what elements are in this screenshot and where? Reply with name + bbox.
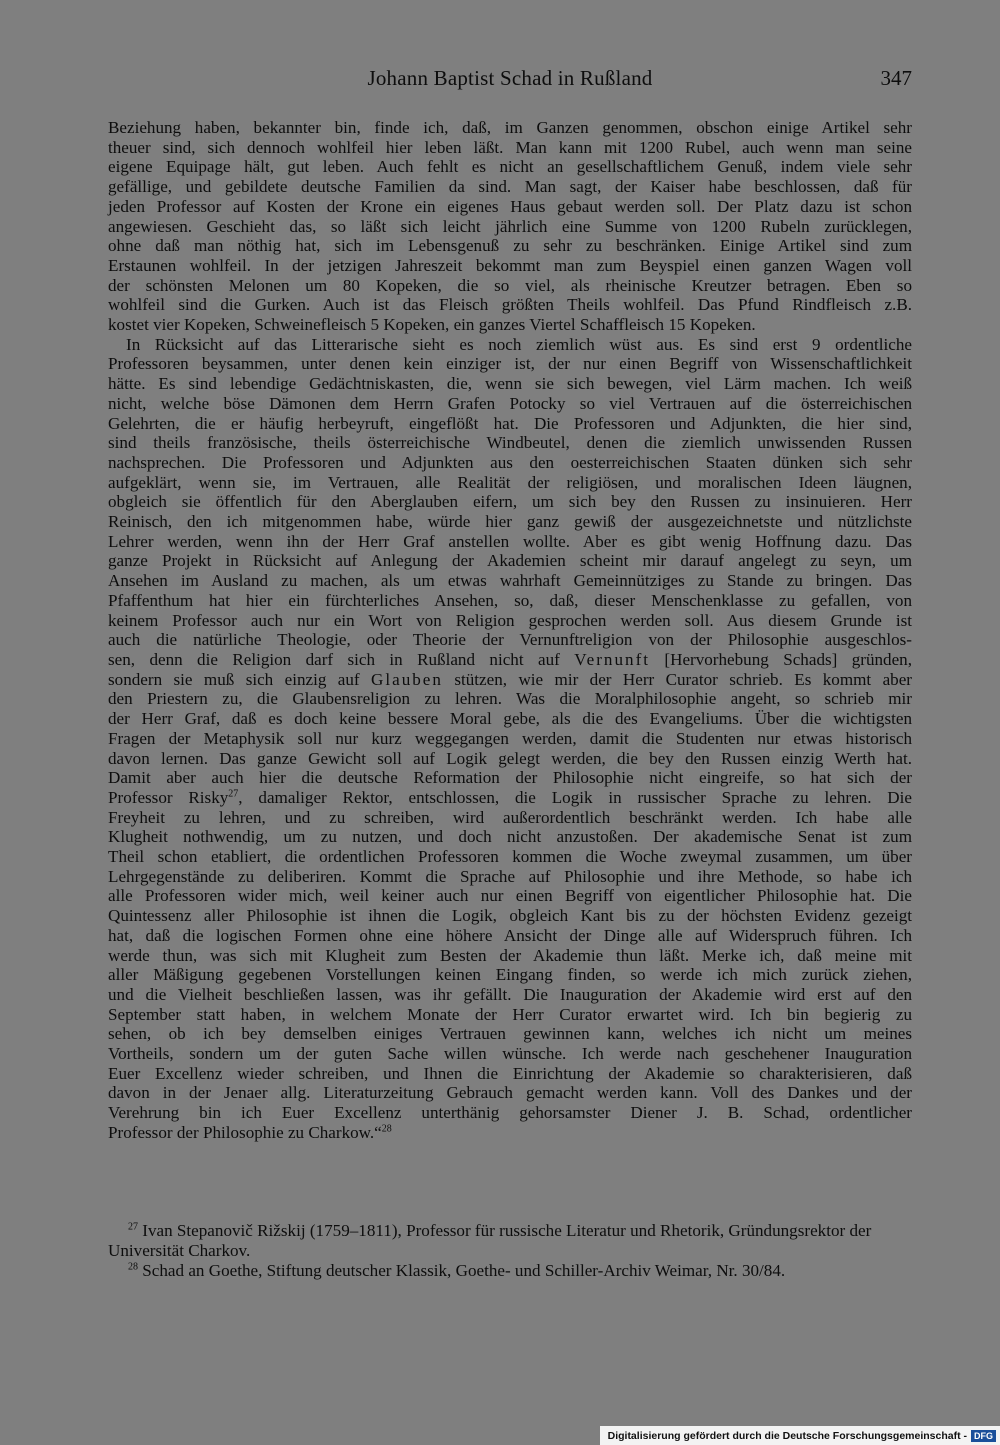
text-line: eigene Equipage hält, gut leben. Auch fehlt es nicht an gesellschaftlichem Genuß, indem viele sehr (108, 157, 912, 177)
text-line: Erstaunen wohlfeil. In der jetzigen Jahreszeit bekommt man zum Beyspiel einen ganzen Wagen voll (108, 255, 912, 275)
text-line: ohne daß man nöthig hat, sich im Lebensgenuß zu sehr zu beschränken. Einige Artikel sind zum (108, 236, 912, 256)
text-line: Lehrgegenstände zu deliberiren. Kommt die Sprache auf Philosophie und ihre Methode, so habe ich (108, 866, 912, 886)
text-line: Ansehen im Ausland zu machen, als um etwas wahrhaft Gemeinnütziges zu Stande zu bringen. Das (108, 571, 912, 591)
text-line: In Rücksicht auf das Litterarische sieht es noch ziemlich wüst aus. Es sind erst 9 ordentliche (126, 334, 912, 354)
footnote-number: 27 (128, 1221, 138, 1233)
text-segment: sen, denn die Religion darf sich in Rußland nicht auf (108, 649, 575, 669)
text-line: ganze Projekt in Rücksicht auf Anlegung der Akademien scheint mir darauf angelegt zu seyn, um (108, 551, 912, 571)
text-line: Damit aber auch hier die deutsche Reformation der Philosophie nicht eingreife, so hat sich der (108, 768, 912, 788)
text-line: Reinisch, den ich mitgenommen habe, würde hier ganz gewiß der ausgezeichnetste und nützlichste (108, 512, 912, 532)
footnote-ref-27[interactable]: 27 (228, 788, 239, 800)
text-line: Theil schon etabliert, die ordentlichen Professoren kommen die Woche zweymal zusammen, um über (108, 847, 912, 867)
text-line: Beziehung haben, bekannter bin, finde ich, daß, im Ganzen genommen, obschon einige Artikel sehr (108, 118, 912, 137)
dfg-logo-icon: DFG (971, 1430, 996, 1442)
footnote-27 (108, 1221, 912, 1261)
text-line: Euer Excellenz wieder schreiben, und Ihnen die Einrichtung der Akademie so charakterisieren, daß (108, 1063, 912, 1083)
digitization-credit-bar (600, 1426, 1000, 1445)
text-line: hätte. Es sind lebendige Gedächtniskasten, die, wenn sie sich bewegen, viel Lärm machen. Ich weiß (108, 374, 912, 394)
text-line: hat, daß die logischen Formen ohne eine höhere Ansicht der Dinge alle auf Widerspruch führen. Ich (108, 925, 912, 945)
text-line: sehen, ob ich bey demselben einiges Vertrauen gewinnen kann, welches ich nicht um meines (108, 1024, 912, 1044)
text-line: sind theils französische, theils österreichische Windbeutel, denen die ziemlich unwissenden Russen (108, 433, 912, 453)
emphasized-word: Vernunft (574, 649, 651, 669)
text-line: nicht, welche böse Dämonen dem Herrn Grafen Potocky so viel Vertrauen auf die österreichischen (108, 393, 912, 413)
paragraph-2 (108, 335, 912, 1143)
footnote-28 (108, 1261, 912, 1281)
text-segment: Professor der Philosophie zu Charkow.“ (108, 1122, 382, 1142)
text-line: Pfaffenthum hat hier ein fürchterliches Ansehen, so, daß, dieser Menschenklasse zu gefallen, von (108, 590, 912, 610)
text-line: September statt haben, in welchem Monate der Herr Curator erwartet wird. Ich bin begierig zu (108, 1004, 912, 1024)
text-line (108, 650, 912, 670)
body-text (108, 118, 912, 1143)
text-line: den Priestern zu, die Glaubensreligion zu lehren. Was die Moralphilosophie angeht, so schrieb mir (108, 689, 912, 709)
text-line: wohlfeil sind die Gurken. Auch ist das Fleisch größten Theils wohlfeil. Das Pfund Rindfleisch z.B. (108, 295, 912, 315)
text-line: der schönsten Melonen um 80 Kopeken, die so viel, als rheinische Kreutzer betragen. Eben so (108, 275, 912, 295)
text-line: Professoren beysammen, unter denen kein einziger ist, der nur einen Begriff von Wissenschaftlichkeit (108, 354, 912, 374)
text-line: Freyheit zu lehren, und zu schreiben, wird außerordentlich beschränkt werden. Ich habe alle (108, 807, 912, 827)
text-segment: sondern sie muß sich einzig auf (108, 669, 372, 689)
text-line: keinem Professor auch nur ein Wort von Religion gesprochen werden soll. Aus diesem Grunde ist (108, 610, 912, 630)
footnote-ref-28[interactable]: 28 (381, 1123, 392, 1135)
footnote-number: 28 (128, 1261, 138, 1273)
text-line: angewiesen. Geschieht das, so läßt sich leicht jährlich eine Summe von 1200 Rubeln zurücklegen, (108, 216, 912, 236)
text-line: davon in der Jenaer allg. Literaturzeitung Gebrauch gemacht werden kann. Voll des Dankes und der (108, 1083, 912, 1103)
text-line (108, 670, 912, 690)
text-line: Klugheit nothwendig, um zu nutzen, und doch nicht anzustoßen. Der akademische Senat ist zum (108, 827, 912, 847)
text-segment: [Hervorhebung Schads] gründen, (650, 649, 913, 669)
text-line: nachsprechen. Die Professoren und Adjunkten aus den oesterreichischen Staaten dünken sich sehr (108, 452, 912, 472)
text-line: davon lernen. Das ganze Gewicht soll auf Logik gelegt werden, die bey den Russen einzig Werth hat. (108, 748, 912, 768)
text-line: aller Mäßigung gegebenen Vorstellungen keinen Eingang finden, so werde ich mich zurück ziehen, (108, 965, 912, 985)
footnotes (108, 1221, 912, 1281)
text-segment: , damaliger Rektor, entschlossen, die Logik in russischer Sprache zu lehren. Die (238, 787, 912, 807)
text-segment: stützen, wie mir der Herr Curator schrieb. Es kommt aber (442, 669, 912, 689)
text-line: werde thun, was sich mit Klugheit zum Besten der Akademie thun läßt. Merke ich, daß meine mit (108, 945, 912, 965)
text-line: theuer sind, sich dennoch wohlfeil hier leben läßt. Man kann mit 1200 Rubel, auch wenn man seine (108, 137, 912, 157)
text-line: der Herr Graf, daß es doch keine bessere Moral gebe, als die des Evangeliums. Über die wichtigsten (108, 709, 912, 729)
text-line (108, 788, 912, 808)
text-line: auch die natürliche Theologie, oder Theorie der Vernunftreligion von der Philosophie ausgeschlos- (108, 630, 912, 650)
page-number: 347 (880, 66, 912, 90)
emphasized-word: Glauben (371, 669, 443, 689)
text-line: aufgeklärt, wenn sie, im Vertrauen, alle Realität der religiösen, und moralischen Ideen läugnen, (108, 472, 912, 492)
text-line: alle Professoren wider mich, weil keiner auch nur einen Begriff von eigentlicher Philosophie hat. Die (108, 886, 912, 906)
footnote-text: Ivan Stepanovič Rižskij (1759–1811), Professor für russische Literatur und Rhetorik, Gründungsrektor der Universität Charkov. (108, 1221, 872, 1260)
text-line: Gelehrten, die er häufig herbeyruft, eingeflößt hat. Die Professoren und Adjunkten, die hier sind, (108, 413, 912, 433)
text-line: und die Vielheit beschließen lassen, was ihr gefällt. Die Inauguration der Akademie wird erst auf den (108, 984, 912, 1004)
text-line: jeden Professor auf Kosten der Krone ein eigenes Haus gebaut werden soll. Der Platz dazu ist schon (108, 196, 912, 216)
text-line: Verehrung bin ich Euer Excellenz unterthänig gehorsamster Diener J. B. Schad, ordentlicher (108, 1103, 912, 1123)
text-line (108, 1123, 912, 1143)
paragraph-1 (108, 118, 912, 335)
text-line: Vortheils, sondern um der guten Sache willen wünsche. Ich werde nach geschehener Inauguration (108, 1044, 912, 1064)
text-line: Quintessenz aller Philosophie ist ihnen die Logik, obgleich Kant bis zu der höchsten Evidenz gezeigt (108, 906, 912, 926)
text-line: kostet vier Kopeken, Schweinefleisch 5 Kopeken, ein ganzes Viertel Schaffleisch 15 Kopeken. (108, 315, 756, 335)
text-segment: Professor Risky (108, 787, 229, 807)
text-line: Fragen der Metaphysik soll nur kurz weggegangen werden, damit die Studenten nur etwas historisch (108, 728, 912, 748)
text-line: Lehrer werden, wenn ihn der Herr Graf anstellen wollte. Aber es gibt wenig Hoffnung dazu. Das (108, 531, 912, 551)
page-header (108, 66, 912, 96)
footnote-text: Schad an Goethe, Stiftung deutscher Klassik, Goethe- und Schiller-Archiv Weimar, Nr. 30/84. (138, 1261, 786, 1280)
running-title: Johann Baptist Schad in Rußland (367, 66, 653, 90)
credit-text: Digitalisierung gefördert durch die Deutsche Forschungsgemeinschaft - (607, 1429, 967, 1442)
text-line: gefällige, und gebildete deutsche Familien da sind. Man sagt, der Kaiser habe beschlossen, daß für (108, 177, 912, 197)
text-line: obgleich sie öffentlich für den Aberglauben eifern, um sich bey den Russen zu insinuieren. Herr (108, 492, 912, 512)
